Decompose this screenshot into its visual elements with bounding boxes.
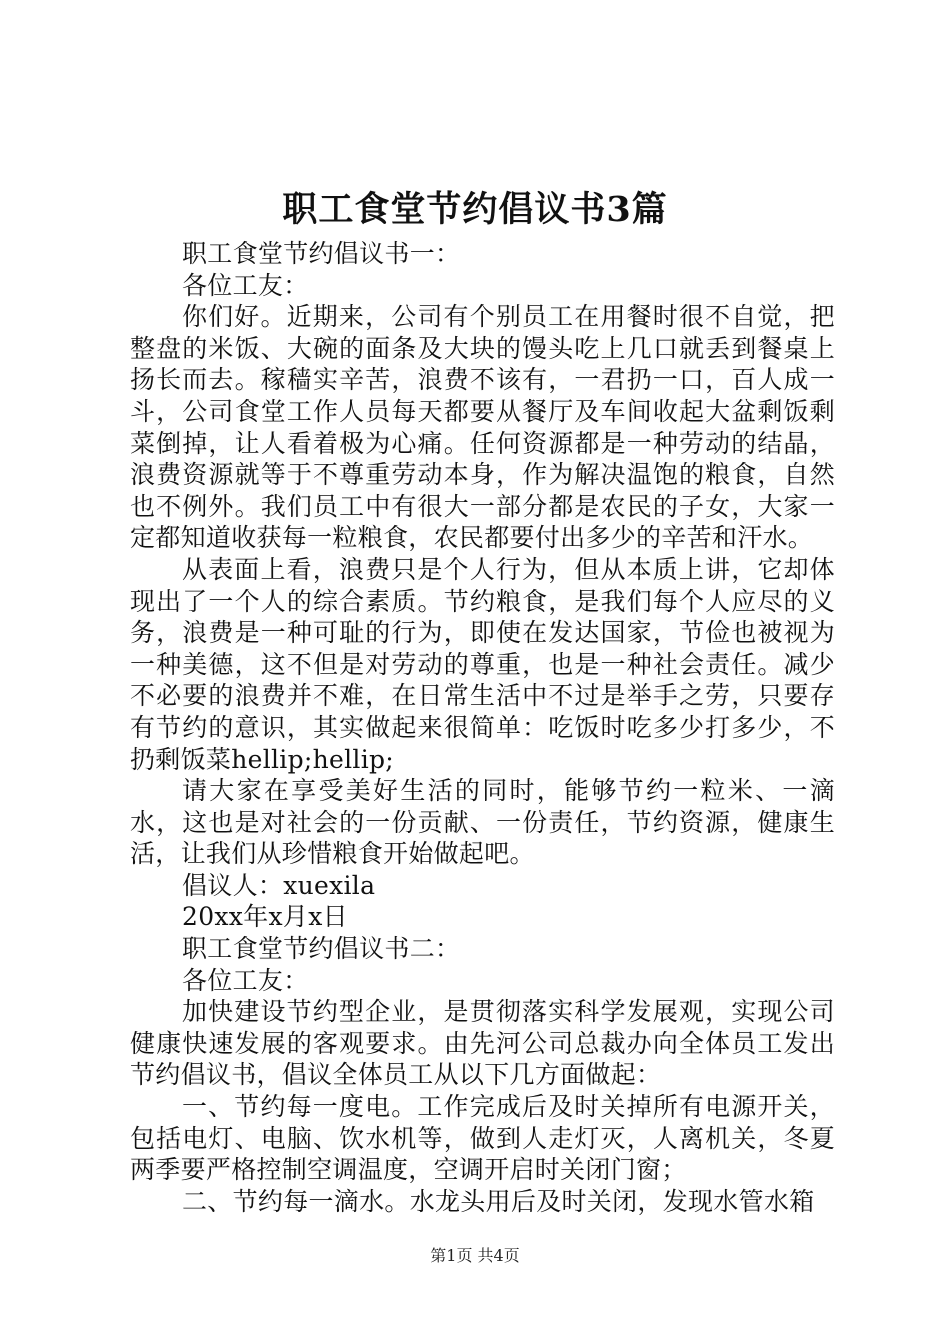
paragraph: 加快建设节约型企业，是贯彻落实科学发展观，实现公司健康快速发展的客观要求。由先河公司总裁办向全体员工发出节约倡议书，倡议全体员工从以下几方面做起： (130, 997, 835, 1090)
paragraph: 一、节约每一度电。工作完成后及时关掉所有电源开关，包括电灯、电脑、饮水机等，做到人走灯灭，人离机关，冬夏两季要严格控制空调温度，空调开启时关闭门窗； (130, 1092, 835, 1185)
salutation-2: 各位工友： (182, 965, 309, 995)
paragraph: 二、节约每一滴水。水龙头用后及时关闭，发现水管水箱 (182, 1186, 815, 1216)
date-line: 20xx年x月x日 (182, 902, 348, 932)
salutation-1: 各位工友： (182, 270, 309, 300)
paragraph: 从表面上看，浪费只是个人行为，但从本质上讲，它却体现出了一个人的综合素质。节约粮食，是我们每个人应尽的义务，浪费是一种可耻的行为，即使在发达国家，节俭也被视为一种美德，这不但是对劳动的尊重，也是一种社会责任。减少不必要的浪费并不难，在日常生活中不过是举手之劳，只要存有节约的意识，其实做起来很简单：吃饭时吃多少打多少，不扔剩饭菜hellip;hellip; (130, 554, 835, 774)
paragraph: 你们好。近期来，公司有个别员工在用餐时很不自觉，把整盘的米饭、大碗的面条及大块的馒头吃上几口就丢到餐桌上扬长而去。稼穑实辛苦，浪费不该有，一君扔一口，百人成一斗，公司食堂工作人员每天都要从餐厅及车间收起大盆剩饭剩菜倒掉，让人看着极为心痛。任何资源都是一种劳动的结晶，浪费资源就等于不尊重劳动本身，作为解决温饱的粮食，自然也不例外。我们员工中有很大一部分都是农民的子女，大家一定都知道收获每一粒粮食，农民都要付出多少的辛苦和汗水。 (130, 302, 835, 553)
document-body (130, 238, 835, 1217)
paragraph: 请大家在享受美好生活的同时，能够节约一粒米、一滴水，这也是对社会的一份贡献、一份责任，节约资源，健康生活，让我们从珍惜粮食开始做起吧。 (130, 776, 835, 869)
signature-line: 倡议人：xuexila (182, 870, 376, 900)
section-heading-1: 职工食堂节约倡议书一： (182, 239, 461, 268)
section-heading-2: 职工食堂节约倡议书二： (182, 934, 461, 964)
document-title: 职工食堂节约倡议书3篇 (282, 189, 668, 230)
page-number-footer: 第1页 共4页 (430, 1246, 520, 1265)
